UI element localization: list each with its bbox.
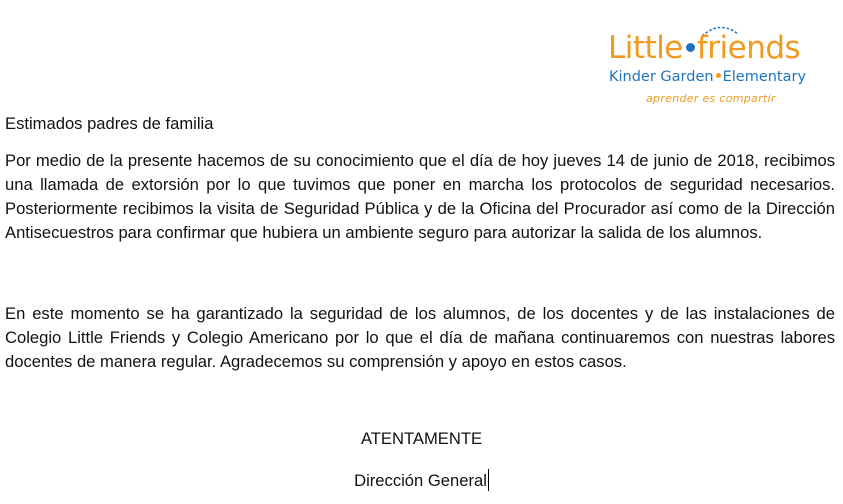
letter-closing: ATENTAMENTE [360, 429, 483, 448]
logo-subtitle-part2: Elementary [722, 69, 807, 85]
logo-subtitle [609, 68, 806, 86]
school-logo [608, 24, 834, 116]
logo-tagline: aprender es compartir [646, 92, 776, 105]
letter-salutation: Estimados padres de familia [5, 114, 214, 133]
text-cursor-icon [488, 469, 489, 491]
logo-brand-word1: Little [608, 30, 683, 66]
letter-paragraph-1: Por medio de la presente hacemos de su conocimiento que el día de hoy jueves 14 de junio de 2018, recibimos una llamada de extorsión por lo que tuvimos que poner en marcha los protocolos de seguridad necesarios. Posteriormente recibimos la visita de Seguridad Pública y de la Oficina del Procurador así como de la Dirección Antisecuestros para confirmar que hubiera un ambiente seguro para autorizar la salida de los alumnos. [5, 151, 835, 242]
logo-orange-dot-icon [716, 73, 721, 78]
letter-signature-line[interactable] [0, 469, 843, 493]
logo-blue-dot-icon [686, 43, 695, 52]
letter-paragraph-2: En este momento se ha garantizado la seguridad de los alumnos, de los docentes y de las instalaciones de Colegio Little Friends y Colegio Americano por lo que el día de mañana continuaremos con nuestras labores docentes de manera regular. Agradecemos su comprensión y apoyo en estos casos. [5, 304, 835, 371]
logo-subtitle-part1: Kinder Garden [609, 69, 714, 85]
logo-brand [608, 28, 800, 68]
letter-signature: Dirección General [354, 471, 487, 490]
logo-brand-word2: friends [696, 30, 801, 66]
